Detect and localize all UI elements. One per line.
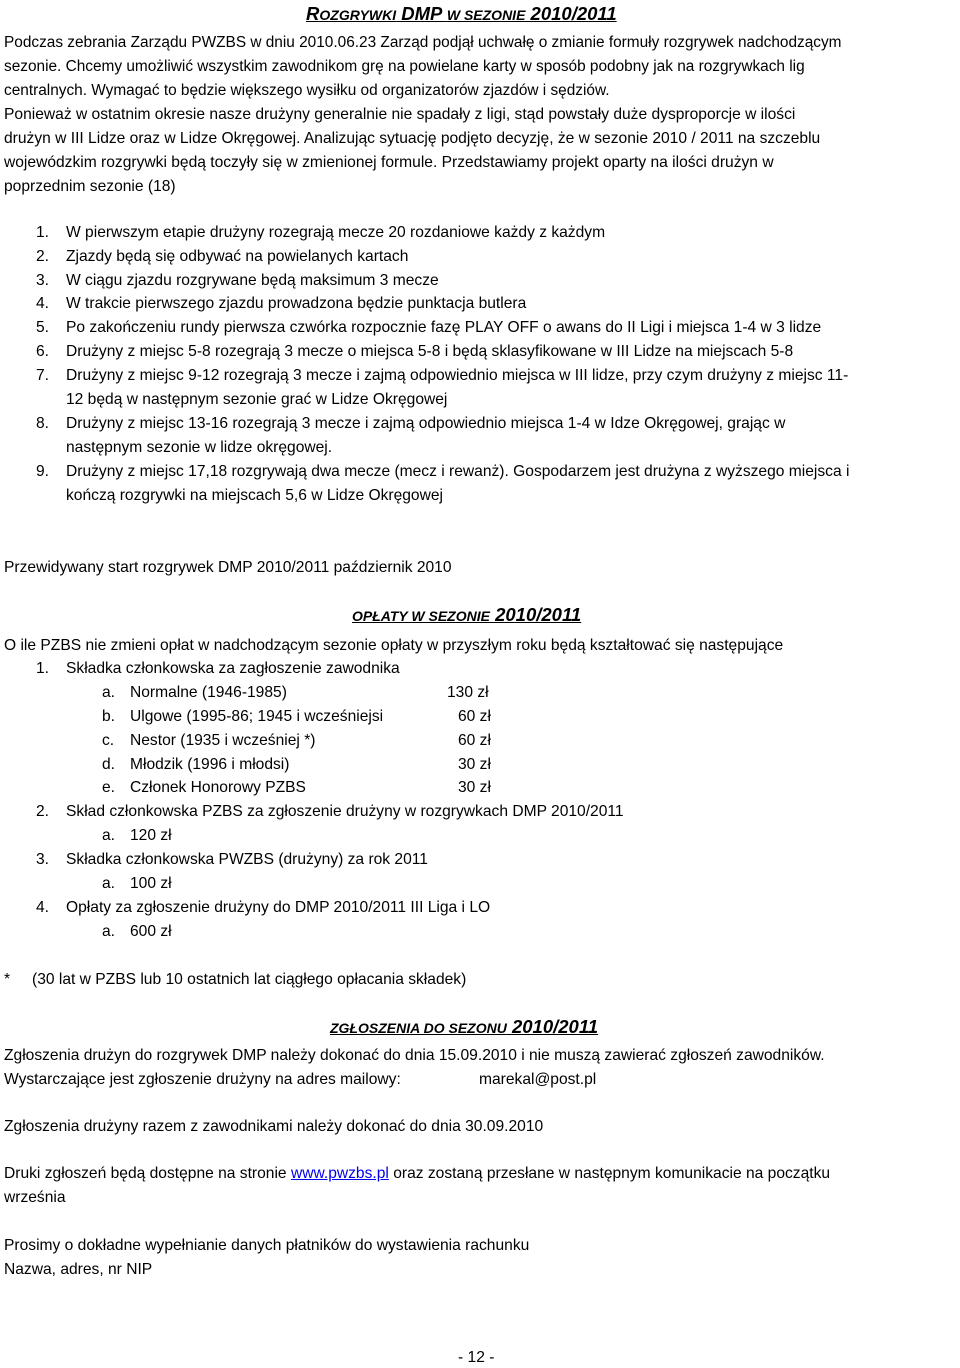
fee-sub-letter: b. [102, 708, 116, 725]
fee-amount: 30 zł [458, 756, 491, 773]
fee-label: Opłaty za zgłoszenie drużyny do DMP 2010/2011 III Liga i LO [66, 899, 491, 916]
rule-text: Drużyny z miejsc 13-16 rozegrają 3 mecze i zajmą odpowiednio miejsca 1-4 w Idze Okręgowej, grając w [66, 415, 786, 432]
rule-text: W trakcie pierwszego zjazdu prowadzona będzie punktacja butlera [66, 295, 527, 312]
rule-number: 9. [36, 463, 50, 480]
fee-sub-text: 600 zł [130, 923, 172, 940]
rule-text: Drużyny z miejsc 9-12 rozegrają 3 mecze i zajmą odpowiednio miejsca w III lidze, przy czym drużyny z miejsc 11- [66, 367, 849, 384]
fee-amount: 130 zł [447, 684, 489, 701]
fee-number: 3. [36, 851, 50, 868]
fee-amount: 30 zł [458, 779, 491, 796]
registration-players-deadline: Zgłoszenia drużyny razem z zawodnikami należy dokonać do dnia 30.09.2010 [4, 1118, 544, 1135]
rule-text: następnym sezonie w lidze okręgowej. [66, 439, 333, 456]
fee-sub-text: 120 zł [130, 827, 172, 844]
rule-number: 7. [36, 367, 50, 384]
rule-number: 4. [36, 295, 50, 312]
fees-intro: O ile PZBS nie zmieni opłat w nadchodzącym sezonie opłaty w przyszłym roku będą kształtować się następujące [4, 637, 784, 654]
heading-oplaty: OPŁATY W SEZONIE 2010/2011 [352, 604, 582, 625]
fee-sub-letter: d. [102, 756, 116, 773]
rule-number: 1. [36, 224, 50, 241]
registration-email: marekal@post.pl [479, 1071, 597, 1088]
registration-deadline: Zgłoszenia drużyn do rozgrywek DMP należy dokonać do dnia 15.09.2010 i nie muszą zawierać zgłoszeń zawodników. [4, 1047, 825, 1064]
billing-fields: Nazwa, adres, nr NIP [4, 1261, 153, 1278]
rule-text: kończą rozgrywki na miejscach 5,6 w Lidze Okręgowej [66, 487, 444, 504]
fee-sub-letter: c. [102, 732, 115, 749]
fee-sub-text: Normalne (1946-1985) [130, 684, 287, 701]
footnote-text: (30 lat w PZBS lub 10 ostatnich lat ciągłego opłacania składek) [32, 971, 467, 988]
intro-line: Podczas zebrania Zarządu PWZBS w dniu 2010.06.23 Zarząd podjął uchwałę o zmianie formuły rozgrywek nadchodzącym [4, 34, 842, 51]
rule-text: Drużyny z miejsc 5-8 rozegrają 3 mecze o miejsca 5-8 i będą sklasyfikowane w III Lidze na miejscach 5-8 [66, 343, 794, 360]
fee-number: 1. [36, 660, 50, 677]
registration-forms-cont: września [4, 1189, 66, 1206]
rule-number: 5. [36, 319, 50, 336]
fee-sub-text: Młodzik (1996 i młodsi) [130, 756, 290, 773]
fee-sub-text: 100 zł [130, 875, 172, 892]
fee-label: Składka członkowska za zagłoszenie zawodnika [66, 660, 400, 677]
rule-text: W pierwszym etapie drużyny rozegrają mecze 20 rozdaniowe każdy z każdym [66, 224, 606, 241]
fee-label: Składka członkowska PWZBS (drużyny) za rok 2011 [66, 851, 428, 868]
intro-line: drużyn w III Lidze oraz w Lidze Okręgowej. Analizując sytuację podjęto decyzję, że w sezonie 2010 / 2011 na szczeblu [4, 130, 821, 147]
fee-sub-text: Członek Honorowy PZBS [130, 779, 306, 796]
rule-number: 6. [36, 343, 50, 360]
rule-number: 8. [36, 415, 50, 432]
registration-forms [4, 1164, 830, 1184]
rule-text: W ciągu zjazdu rozgrywane będą maksimum 3 mecze [66, 272, 439, 289]
registration-forms-post: oraz zostaną przesłane w następnym komunikacie na początku [388, 1165, 831, 1182]
fee-number: 4. [36, 899, 50, 916]
intro-line: centralnych. Wymagać to będzie większego wysiłku od organizatorów zjazdów i sędziów. [4, 82, 610, 99]
fee-amount: 60 zł [458, 708, 491, 725]
fee-sub-letter: e. [102, 779, 116, 796]
registration-forms-pre: Druki zgłoszeń będą dostępne na stronie [4, 1165, 291, 1182]
intro-line: Ponieważ w ostatnim okresie nasze drużyny generalnie nie spadały z ligi, stąd powstały duże dysproporcje w ilości [4, 106, 796, 123]
intro-line: poprzednim sezonie (18) [4, 178, 176, 195]
fee-sub-letter: a. [102, 684, 116, 701]
rule-number: 2. [36, 248, 50, 265]
intro-line: sezonie. Chcemy umożliwić wszystkim zawodnikom grę na powielane karty w sposób podobny jak na rozgrywkach lig [4, 58, 805, 75]
fee-number: 2. [36, 803, 50, 820]
start-note: Przewidywany start rozgrywek DMP 2010/2011 październik 2010 [4, 559, 452, 576]
rule-text: Zjazdy będą się odbywać na powielanych kartach [66, 248, 409, 265]
rule-text: Drużyny z miejsc 17,18 rozgrywają dwa mecze (mecz i rewanż). Gospodarzem jest drużyna z wyższego miejsca i [66, 463, 850, 480]
heading-rozgrywki: ROZGRYWKI DMP W SEZONIE 2010/2011 [306, 3, 617, 24]
fee-sub-text: Nestor (1935 i wcześniej *) [130, 732, 316, 749]
fee-amount: 60 zł [458, 732, 491, 749]
pwzbs-website-link[interactable]: www.pwzbs.pl [290, 1165, 389, 1182]
rule-number: 3. [36, 272, 50, 289]
heading-zgloszenia: ZGŁOSZENIA DO SEZONU 2010/2011 [330, 1016, 599, 1037]
intro-line: wojewódzkim rozgrywki będą toczyły się w zmienionej formule. Przedstawiamy projekt oparty na ilości drużyn w [4, 154, 774, 171]
fee-sub-letter: a. [102, 923, 116, 940]
page-number: - 12 - [458, 1349, 495, 1366]
rule-text: 12 będą w następnym sezonie grać w Lidze Okręgowej [66, 391, 448, 408]
billing-request: Prosimy o dokładne wypełnianie danych płatników do wystawienia rachunku [4, 1237, 530, 1254]
fee-sub-letter: a. [102, 875, 116, 892]
fee-label: Skład członkowska PZBS za zgłoszenie drużyny w rozgrywkach DMP 2010/2011 [66, 803, 624, 820]
rule-text: Po zakończeniu rundy pierwsza czwórka rozpocznie fazę PLAY OFF o awans do II Ligi i miejsca 1-4 w 3 lidze [66, 319, 822, 336]
fee-sub-letter: a. [102, 827, 116, 844]
footnote-mark: * [4, 971, 11, 988]
fee-sub-text: Ulgowe (1995-86; 1945 i wcześniejsi [130, 708, 384, 725]
registration-email-label: Wystarczające jest zgłoszenie drużyny na adres mailowy: [4, 1071, 401, 1088]
